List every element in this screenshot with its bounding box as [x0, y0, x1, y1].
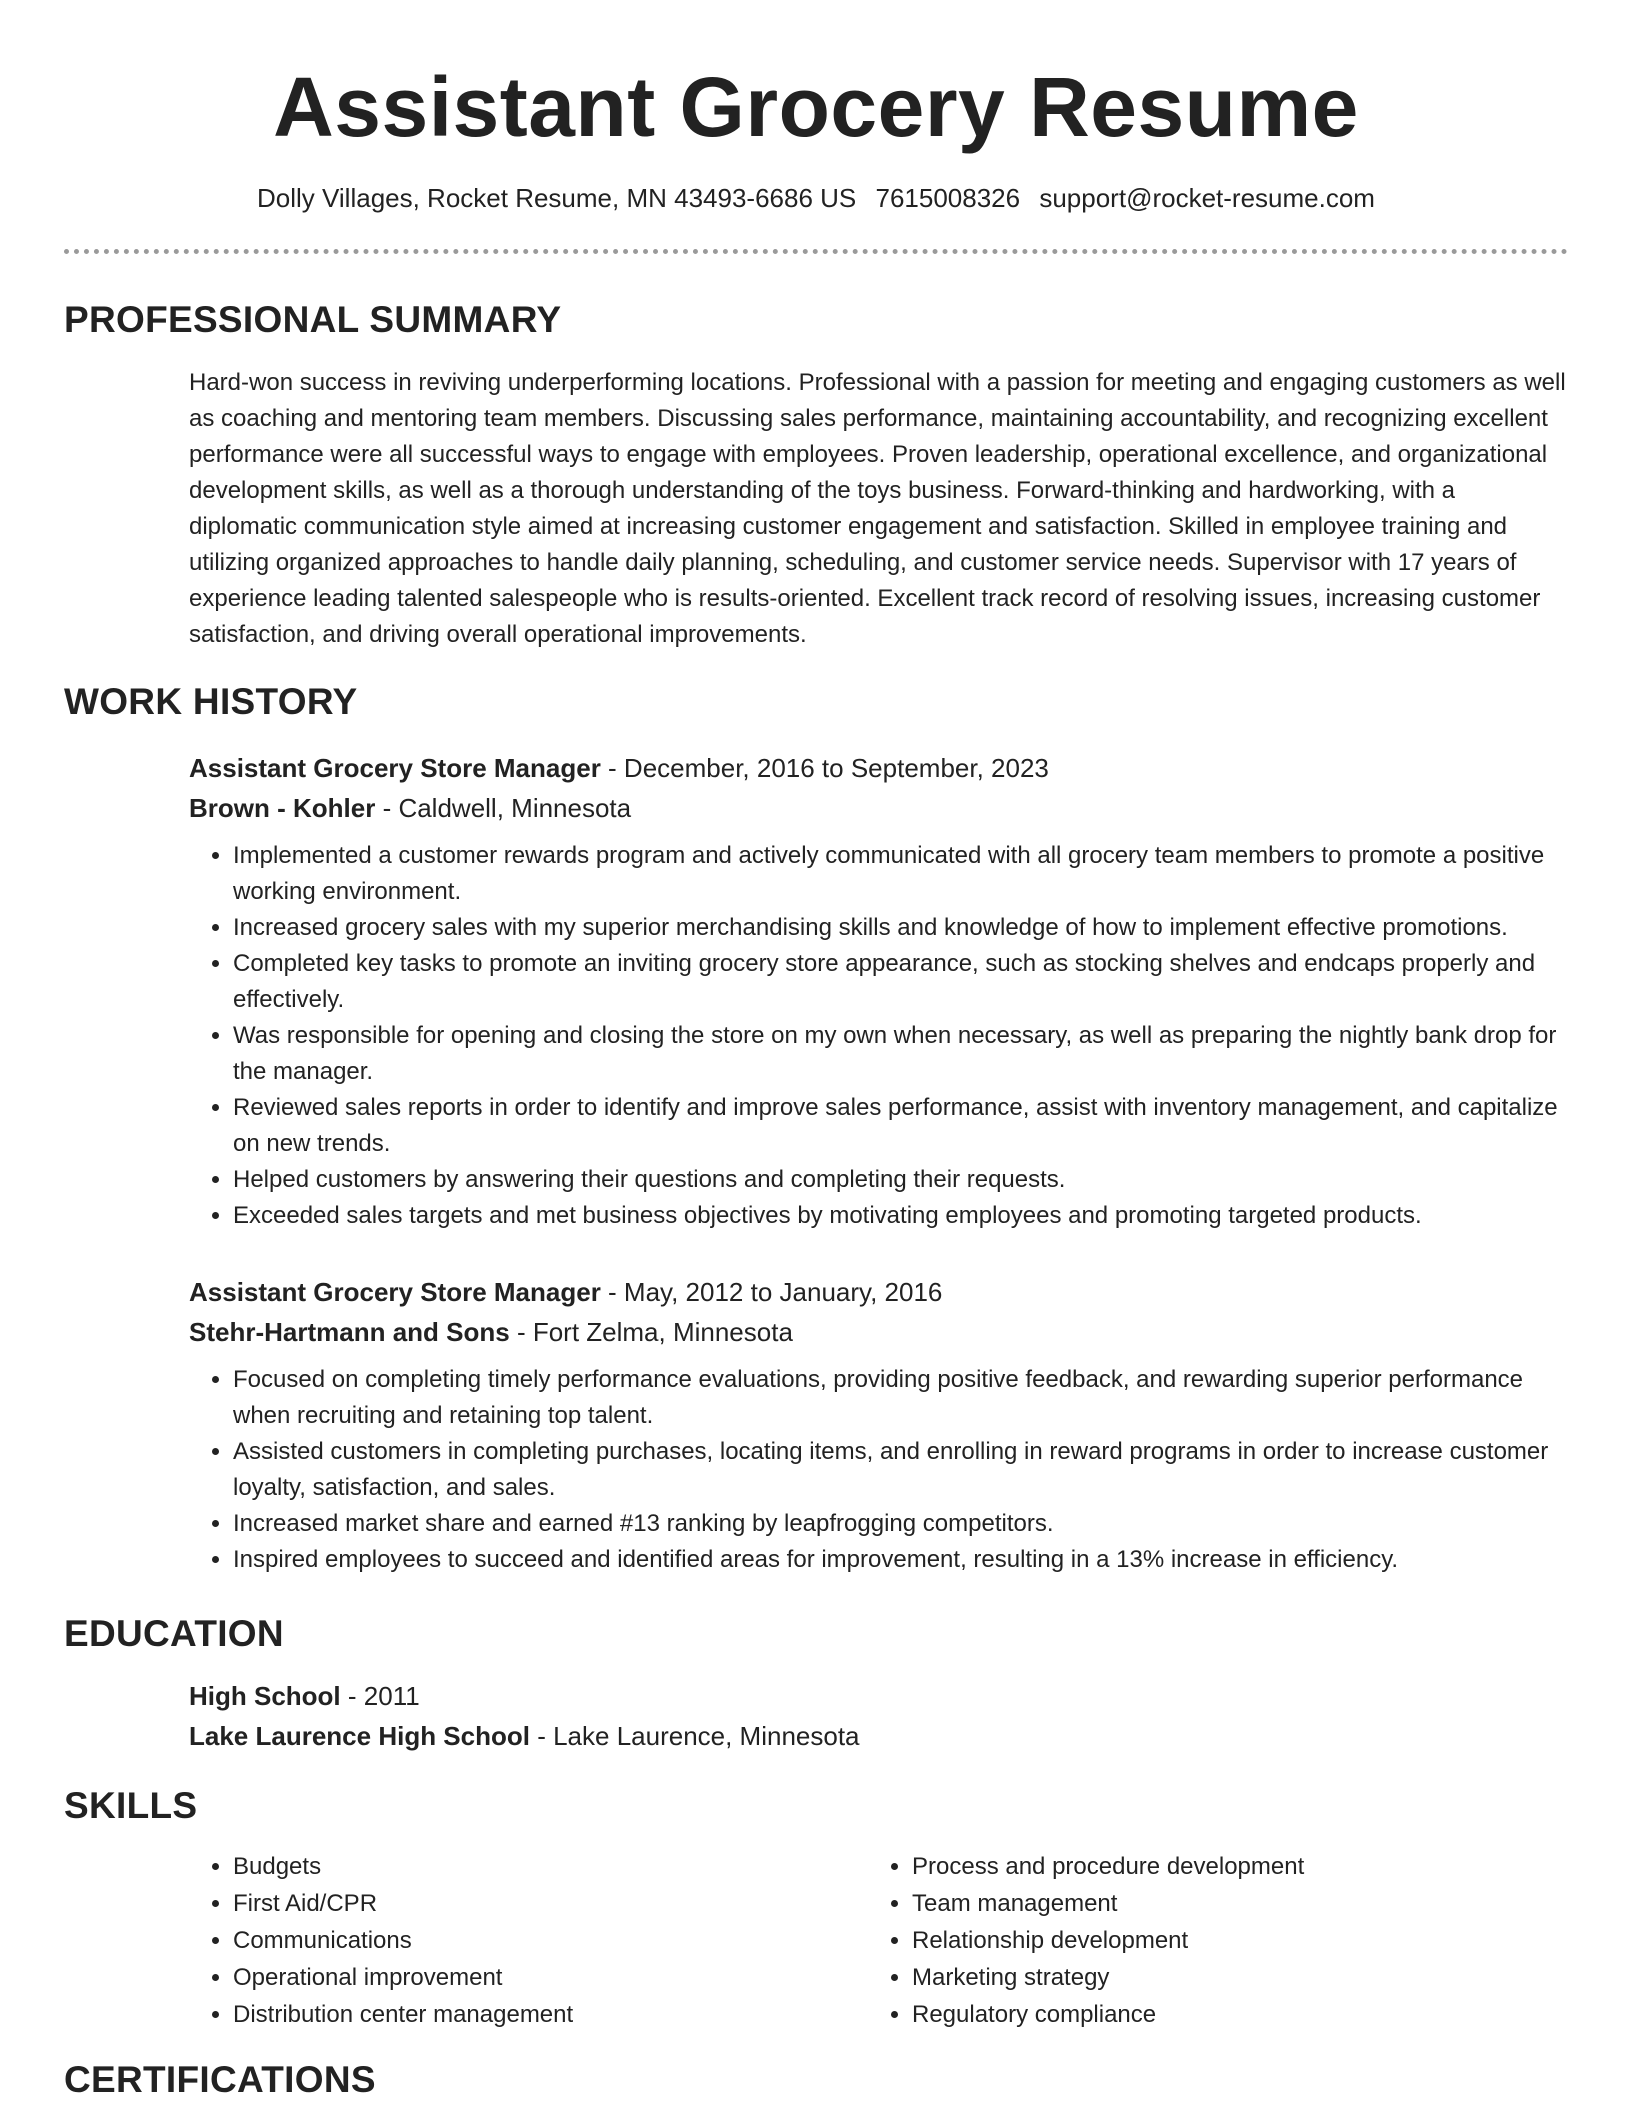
contact-address: Dolly Villages, Rocket Resume, MN 43493-6686 US [257, 183, 857, 213]
header-divider [64, 249, 1568, 254]
job-title: Assistant Grocery Store Manager [189, 1277, 601, 1307]
job-bullets [189, 838, 1579, 1234]
education-school: Lake Laurence High School [189, 1721, 530, 1751]
skill-item: • Budgets [233, 1848, 833, 1885]
job-entry [189, 748, 1579, 1234]
job-entry [189, 1272, 1579, 1578]
skills-list-right [868, 1848, 1512, 2033]
summary-text: Hard-won success in reviving underperforming locations. Professional with a passion for meeting and engaging customers as well as coaching and mentoring team members. Discussing sales performance, maintaining accountability, and recognizing excellent performance were all successful ways to engage with employees. Proven leadership, operational excellence, and organizational development skills, as well as a thorough understanding of the toys business. Forward-thinking and hardworking, with a diplomatic communication style aimed at increasing customer engagement and satisfaction. Skilled in employee training and utilizing organized approaches to handle daily planning, scheduling, and customer service needs. Supervisor with 17 years of experience leading talented salespeople who is results-oriented. Excellent track record of resolving issues, increasing customer satisfaction, and driving overall operational improvements. [189, 369, 1566, 648]
job-bullet: • Reviewed sales reports in order to identify and improve sales performance, assist with inventory management, and capitalize on new trends. [233, 1090, 1579, 1162]
skill-item: • Regulatory compliance [912, 1996, 1512, 2033]
education-degree-line [189, 1676, 1569, 1716]
job-title-line [189, 748, 1579, 788]
job-location: - Caldwell, Minnesota [375, 793, 632, 823]
job-bullet: • Assisted customers in completing purchases, locating items, and enrolling in reward programs in order to increase customer loyalty, satisfaction, and sales. [233, 1434, 1579, 1506]
job-dates: - May, 2012 to January, 2016 [600, 1277, 943, 1307]
education-entry [189, 1676, 1569, 1756]
skill-item: • First Aid/CPR [233, 1885, 833, 1922]
skill-item: • Team management [912, 1885, 1512, 1922]
education-degree: High School [189, 1681, 341, 1711]
skill-item: • Communications [233, 1922, 833, 1959]
section-title-summary: PROFESSIONAL SUMMARY [64, 299, 562, 340]
education-year: - 2011 [340, 1681, 420, 1711]
resume-title: Assistant Grocery Resume [273, 60, 1359, 154]
education-location: - Lake Laurence, Minnesota [529, 1721, 860, 1751]
job-dates: - December, 2016 to September, 2023 [600, 753, 1049, 783]
job-bullet: • Completed key tasks to promote an inviting grocery store appearance, such as stocking shelves and endcaps properly and effectively. [233, 946, 1579, 1018]
skills-list-left [189, 1848, 833, 2033]
job-bullet: • Increased grocery sales with my superior merchandising skills and knowledge of how to implement effective promotions. [233, 910, 1579, 946]
job-location: - Fort Zelma, Minnesota [509, 1317, 793, 1347]
job-bullet: • Exceeded sales targets and met business objectives by motivating employees and promoting targeted products. [233, 1198, 1579, 1234]
job-bullet: • Implemented a customer rewards program and actively communicated with all grocery team members to promote a positive working environment. [233, 838, 1579, 910]
section-title-skills: SKILLS [64, 1785, 198, 1826]
job-bullet: • Increased market share and earned #13 ranking by leapfrogging competitors. [233, 1506, 1579, 1542]
job-bullet: • Focused on completing timely performance evaluations, providing positive feedback, and rewarding superior performance when recruiting and retaining top talent. [233, 1362, 1579, 1434]
section-title-education: EDUCATION [64, 1613, 284, 1654]
job-company-line [189, 788, 1579, 828]
job-company-line [189, 1312, 1579, 1352]
job-company: Stehr-Hartmann and Sons [189, 1317, 510, 1347]
job-bullet: • Helped customers by answering their questions and completing their requests. [233, 1162, 1579, 1198]
skill-item: • Distribution center management [233, 1996, 833, 2033]
job-bullet: • Was responsible for opening and closing the store on my own when necessary, as well as preparing the nightly bank drop for the manager. [233, 1018, 1579, 1090]
contact-phone: 7615008326 [875, 183, 1021, 213]
job-title: Assistant Grocery Store Manager [189, 753, 601, 783]
section-title-certifications: CERTIFICATIONS [64, 2059, 376, 2100]
skill-item: • Relationship development [912, 1922, 1512, 1959]
education-school-line [189, 1716, 1569, 1756]
job-title-line [189, 1272, 1579, 1312]
skill-item: • Process and procedure development [912, 1848, 1512, 1885]
skill-item: • Operational improvement [233, 1959, 833, 1996]
contact-line [0, 180, 1632, 216]
job-bullet: • Inspired employees to succeed and identified areas for improvement, resulting in a 13% increase in efficiency. [233, 1542, 1579, 1578]
job-bullets [189, 1362, 1579, 1578]
contact-email: support@rocket-resume.com [1039, 183, 1375, 213]
skill-item: • Marketing strategy [912, 1959, 1512, 1996]
section-title-work-history: WORK HISTORY [64, 681, 358, 722]
job-company: Brown - Kohler [189, 793, 376, 823]
